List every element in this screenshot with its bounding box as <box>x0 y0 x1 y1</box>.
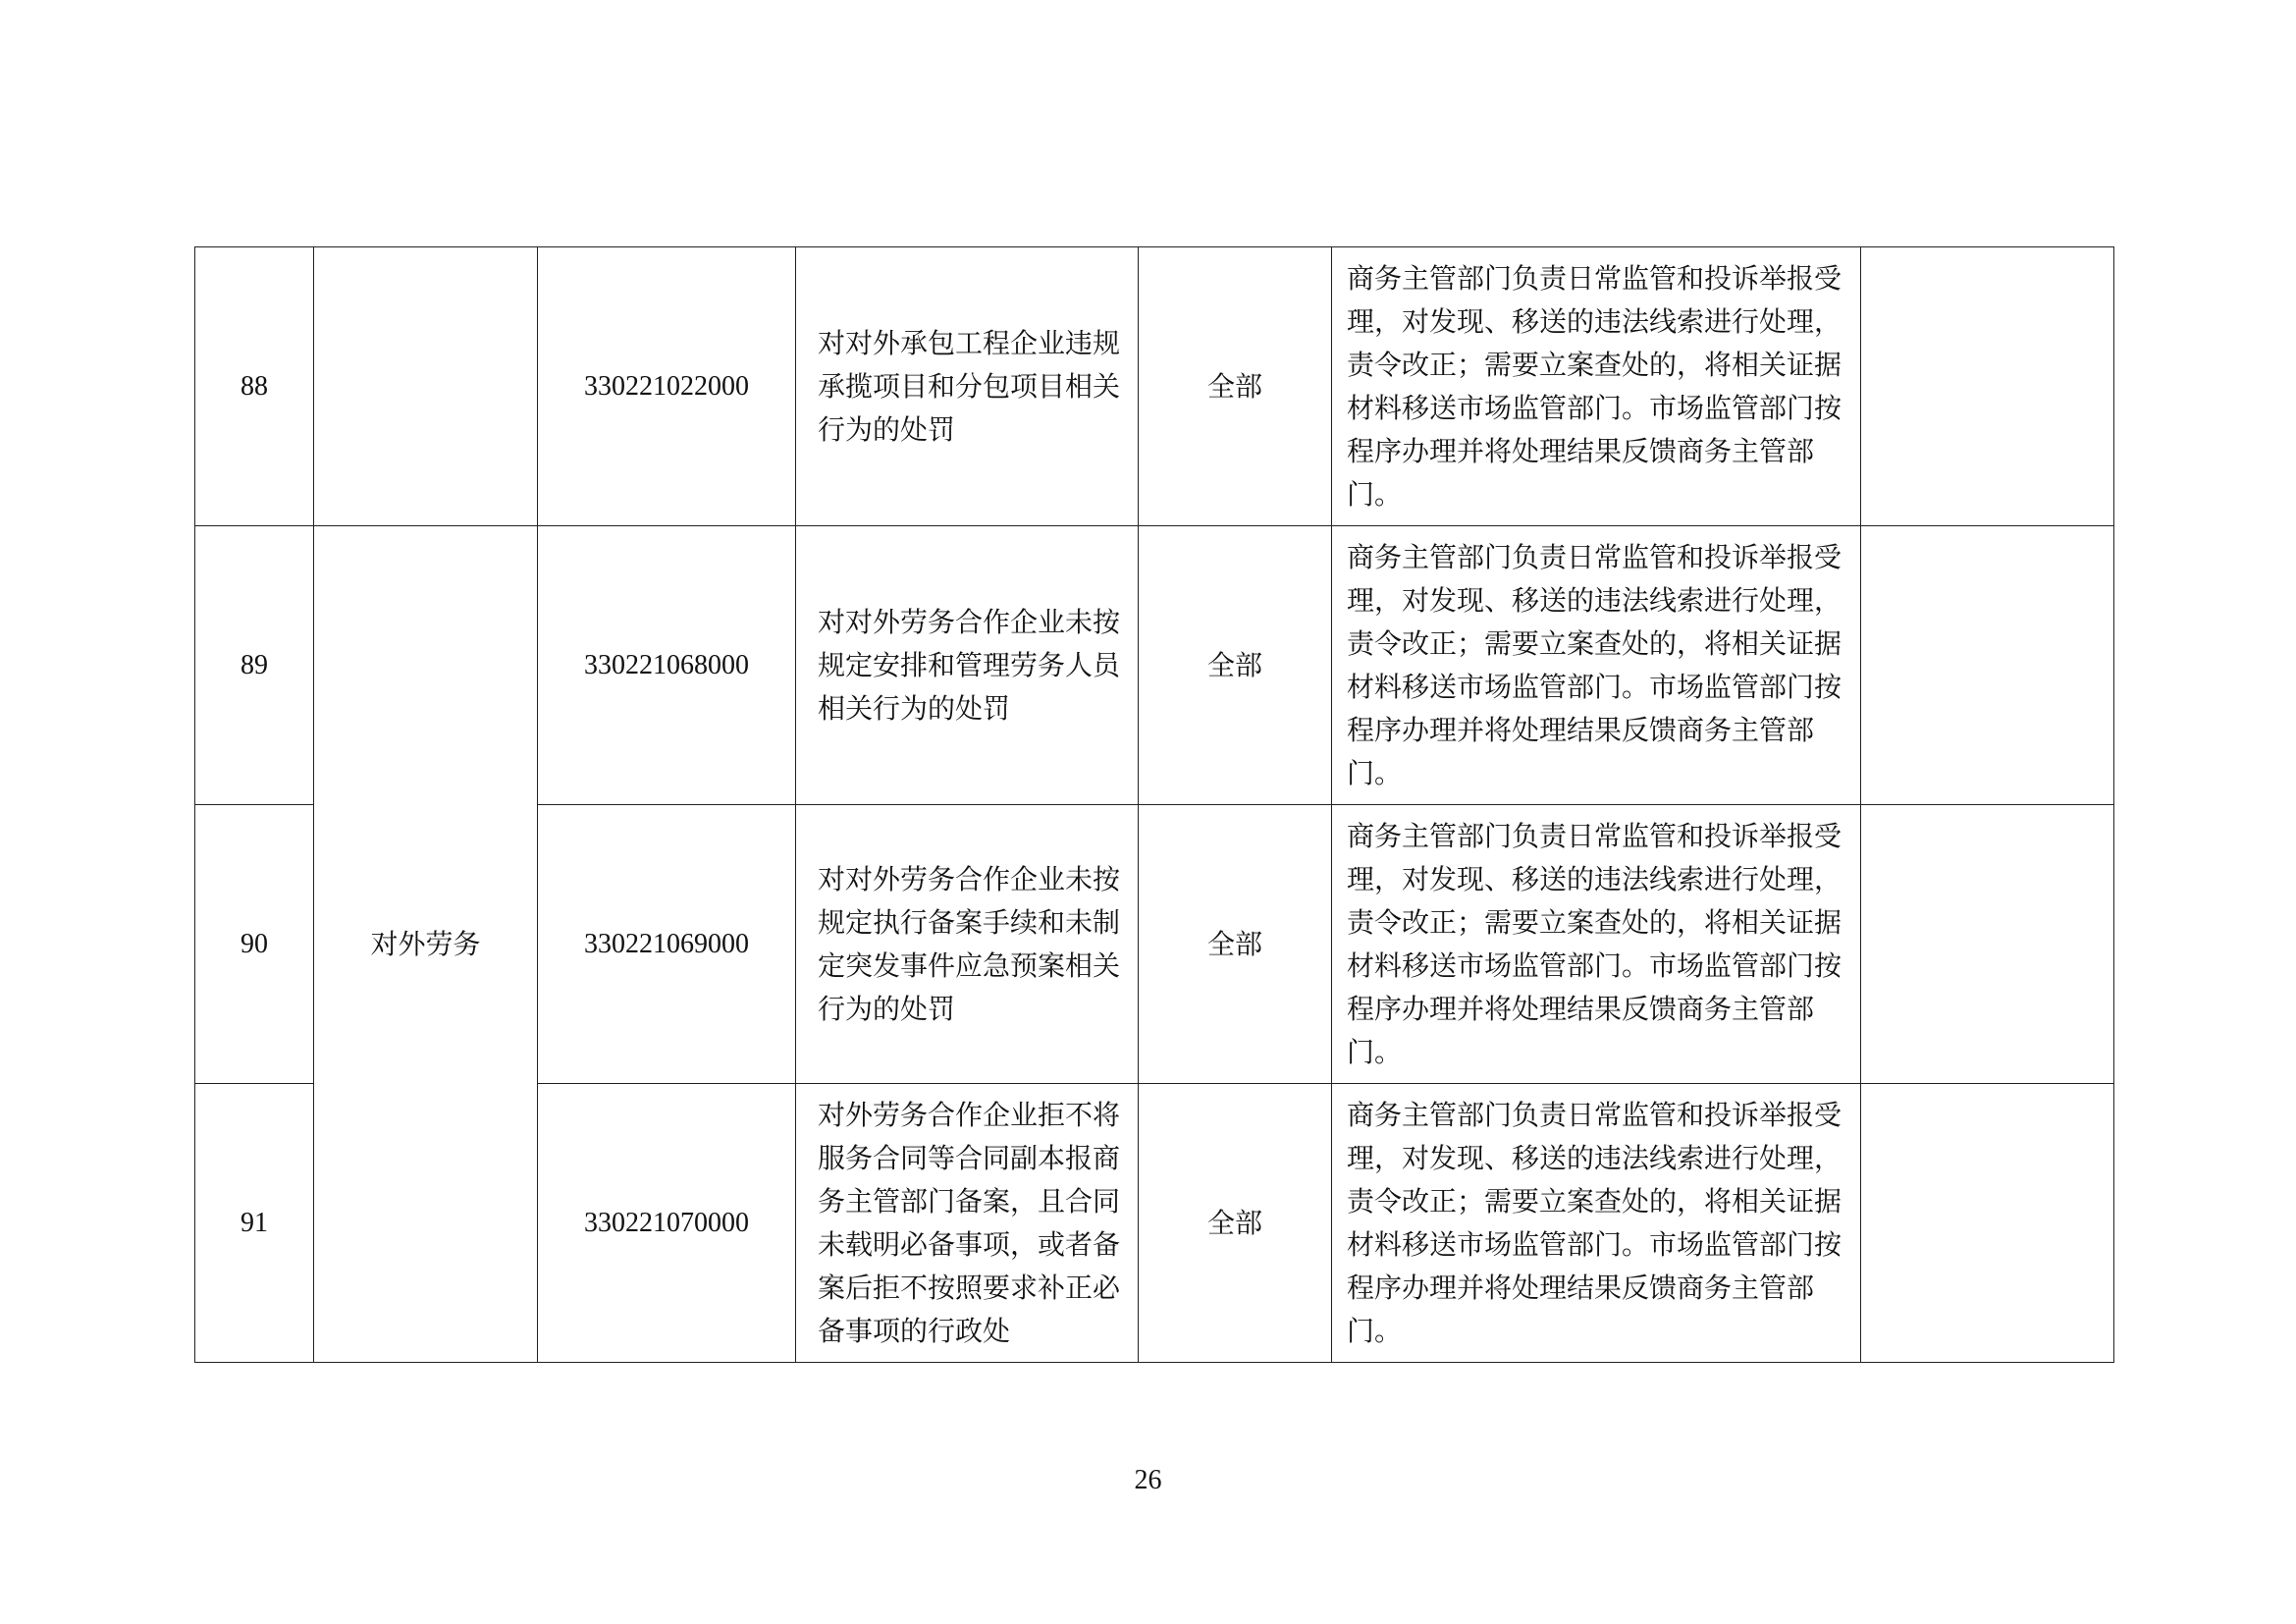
row-number: 89 <box>195 526 314 805</box>
division-of-duties: 商务主管部门负责日常监管和投诉举报受理，对发现、移送的违法线索进行处理，责令改正；需要立案查处的，将相关证据材料移送市场监管部门。市场监管部门按程序办理并将处理结果反馈商务主管部门。 <box>1332 526 1861 805</box>
item-name: 对对外劳务合作企业未按规定执行备案手续和未制定突发事件应急预案相关行为的处罚 <box>796 805 1139 1084</box>
division-of-duties: 商务主管部门负责日常监管和投诉举报受理，对发现、移送的违法线索进行处理，责令改正；需要立案查处的，将相关证据材料移送市场监管部门。市场监管部门按程序办理并将处理结果反馈商务主管部门。 <box>1332 805 1861 1084</box>
item-name: 对对外劳务合作企业未按规定安排和管理劳务人员相关行为的处罚 <box>796 526 1139 805</box>
item-code: 330221022000 <box>538 247 796 526</box>
table-row <box>195 247 2114 526</box>
remark-cell <box>1861 526 2114 805</box>
item-name: 对对外承包工程企业违规承揽项目和分包项目相关行为的处罚 <box>796 247 1139 526</box>
remark-cell <box>1861 805 2114 1084</box>
scope-cell: 全部 <box>1139 1084 1332 1363</box>
scope-cell: 全部 <box>1139 526 1332 805</box>
scope-cell: 全部 <box>1139 805 1332 1084</box>
row-number: 91 <box>195 1084 314 1363</box>
matters-table <box>194 246 2114 1363</box>
row-number: 90 <box>195 805 314 1084</box>
item-code: 330221070000 <box>538 1084 796 1363</box>
item-code: 330221069000 <box>538 805 796 1084</box>
remark-cell <box>1861 247 2114 526</box>
table-row <box>195 526 2114 805</box>
division-of-duties: 商务主管部门负责日常监管和投诉举报受理，对发现、移送的违法线索进行处理，责令改正；需要立案查处的，将相关证据材料移送市场监管部门。市场监管部门按程序办理并将处理结果反馈商务主管部门。 <box>1332 1084 1861 1363</box>
division-of-duties: 商务主管部门负责日常监管和投诉举报受理，对发现、移送的违法线索进行处理，责令改正；需要立案查处的，将相关证据材料移送市场监管部门。市场监管部门按程序办理并将处理结果反馈商务主管部门。 <box>1332 247 1861 526</box>
page-number: 26 <box>1134 1465 1162 1495</box>
item-name: 对外劳务合作企业拒不将服务合同等合同副本报商务主管部门备案，且合同未载明必备事项，或者备案后拒不按照要求补正必备事项的行政处 <box>796 1084 1139 1363</box>
item-code: 330221068000 <box>538 526 796 805</box>
row-number: 88 <box>195 247 314 526</box>
category-cell-merged: 对外劳务 <box>314 526 538 1363</box>
remark-cell <box>1861 1084 2114 1363</box>
category-cell <box>314 247 538 526</box>
scope-cell: 全部 <box>1139 247 1332 526</box>
